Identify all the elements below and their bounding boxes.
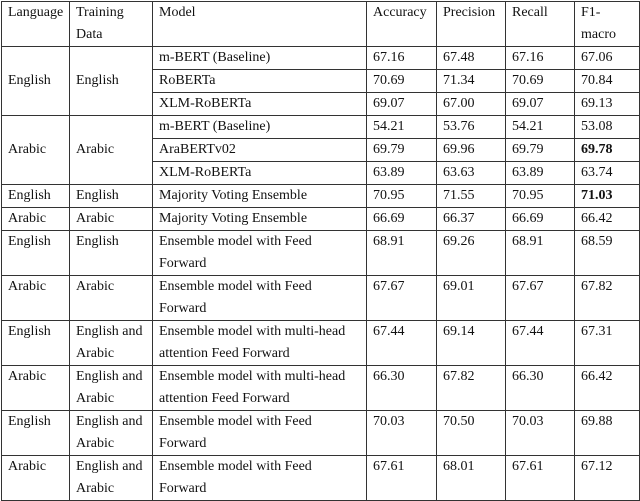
table-row xyxy=(2,321,640,366)
cell-accuracy: 66.30 xyxy=(367,366,437,411)
cell-language: English xyxy=(2,231,70,276)
cell-f1: 69.88 xyxy=(575,411,640,456)
cell-model: Ensemble model with multi-head attention Feed Forward xyxy=(153,321,367,366)
cell-model: Ensemble model with Feed Forward xyxy=(153,411,367,456)
cell-model: Ensemble model with Feed Forward xyxy=(153,231,367,276)
cell-precision: 67.00 xyxy=(437,93,506,116)
cell-accuracy: 67.44 xyxy=(367,321,437,366)
table-body xyxy=(2,47,640,501)
cell-language: Arabic xyxy=(2,116,70,185)
table-row xyxy=(2,366,640,411)
cell-recall: 66.69 xyxy=(506,208,575,231)
cell-language: English xyxy=(2,47,70,116)
cell-accuracy: 69.79 xyxy=(367,139,437,162)
cell-recall: 70.69 xyxy=(506,70,575,93)
cell-precision: 69.96 xyxy=(437,139,506,162)
cell-model: Ensemble model with Feed Forward xyxy=(153,456,367,501)
cell-recall: 70.95 xyxy=(506,185,575,208)
cell-f1: 67.12 xyxy=(575,456,640,501)
cell-f1: 69.13 xyxy=(575,93,640,116)
cell-training-data: English xyxy=(70,47,153,116)
cell-recall: 67.67 xyxy=(506,276,575,321)
cell-language: English xyxy=(2,411,70,456)
cell-recall: 63.89 xyxy=(506,162,575,185)
header-f1-macro: F1-macro xyxy=(575,2,640,47)
cell-accuracy: 69.07 xyxy=(367,93,437,116)
cell-model: Majority Voting Ensemble xyxy=(153,208,367,231)
cell-precision: 67.82 xyxy=(437,366,506,411)
cell-recall: 69.07 xyxy=(506,93,575,116)
cell-accuracy: 63.89 xyxy=(367,162,437,185)
cell-f1: 66.42 xyxy=(575,208,640,231)
table-row xyxy=(2,456,640,501)
cell-training-data: Arabic xyxy=(70,116,153,185)
header-model: Model xyxy=(153,2,367,47)
cell-f1: 66.42 xyxy=(575,366,640,411)
cell-precision: 71.55 xyxy=(437,185,506,208)
cell-training-data: English xyxy=(70,231,153,276)
table-row xyxy=(2,231,640,276)
cell-model: m-BERT (Baseline) xyxy=(153,116,367,139)
cell-f1: 67.06 xyxy=(575,47,640,70)
header-row xyxy=(2,2,640,47)
results-table xyxy=(1,1,640,501)
cell-training-data: English and Arabic xyxy=(70,411,153,456)
cell-precision: 69.26 xyxy=(437,231,506,276)
header-language: Language xyxy=(2,2,70,47)
header-recall: Recall xyxy=(506,2,575,47)
cell-training-data: Arabic xyxy=(70,276,153,321)
cell-recall: 68.91 xyxy=(506,231,575,276)
cell-f1: 63.74 xyxy=(575,162,640,185)
cell-language: English xyxy=(2,185,70,208)
cell-precision: 71.34 xyxy=(437,70,506,93)
cell-training-data: Arabic xyxy=(70,208,153,231)
cell-training-data: English and Arabic xyxy=(70,456,153,501)
cell-accuracy: 54.21 xyxy=(367,116,437,139)
cell-accuracy: 70.03 xyxy=(367,411,437,456)
header-training-data: Training Data xyxy=(70,2,153,47)
cell-recall: 69.79 xyxy=(506,139,575,162)
cell-precision: 67.48 xyxy=(437,47,506,70)
cell-precision: 68.01 xyxy=(437,456,506,501)
table-row xyxy=(2,411,640,456)
cell-f1: 67.82 xyxy=(575,276,640,321)
cell-f1-best: 71.03 xyxy=(575,185,640,208)
cell-accuracy: 67.61 xyxy=(367,456,437,501)
cell-accuracy: 70.69 xyxy=(367,70,437,93)
cell-model: AraBERTv02 xyxy=(153,139,367,162)
cell-recall: 67.44 xyxy=(506,321,575,366)
header-accuracy: Accuracy xyxy=(367,2,437,47)
cell-recall: 70.03 xyxy=(506,411,575,456)
cell-training-data: English xyxy=(70,185,153,208)
cell-precision: 69.01 xyxy=(437,276,506,321)
cell-model: Ensemble model with multi-head attention Feed Forward xyxy=(153,366,367,411)
table-row xyxy=(2,276,640,321)
cell-recall: 67.16 xyxy=(506,47,575,70)
table-row xyxy=(2,185,640,208)
cell-model: Ensemble model with Feed Forward xyxy=(153,276,367,321)
cell-model: XLM-RoBERTa xyxy=(153,93,367,116)
cell-accuracy: 67.16 xyxy=(367,47,437,70)
cell-f1-best: 69.78 xyxy=(575,139,640,162)
cell-language: Arabic xyxy=(2,456,70,501)
cell-precision: 69.14 xyxy=(437,321,506,366)
cell-language: English xyxy=(2,321,70,366)
cell-precision: 63.63 xyxy=(437,162,506,185)
cell-model: m-BERT (Baseline) xyxy=(153,47,367,70)
cell-f1: 67.31 xyxy=(575,321,640,366)
cell-f1: 68.59 xyxy=(575,231,640,276)
cell-recall: 67.61 xyxy=(506,456,575,501)
header-precision: Precision xyxy=(437,2,506,47)
cell-language: Arabic xyxy=(2,208,70,231)
cell-f1: 70.84 xyxy=(575,70,640,93)
cell-recall: 66.30 xyxy=(506,366,575,411)
cell-language: Arabic xyxy=(2,276,70,321)
cell-model: Majority Voting Ensemble xyxy=(153,185,367,208)
cell-training-data: English and Arabic xyxy=(70,366,153,411)
table-row xyxy=(2,208,640,231)
cell-accuracy: 68.91 xyxy=(367,231,437,276)
cell-training-data: English and Arabic xyxy=(70,321,153,366)
cell-language: Arabic xyxy=(2,366,70,411)
cell-accuracy: 67.67 xyxy=(367,276,437,321)
cell-precision: 53.76 xyxy=(437,116,506,139)
cell-precision: 70.50 xyxy=(437,411,506,456)
cell-model: XLM-RoBERTa xyxy=(153,162,367,185)
cell-f1: 53.08 xyxy=(575,116,640,139)
cell-model: RoBERTa xyxy=(153,70,367,93)
cell-accuracy: 66.69 xyxy=(367,208,437,231)
table-row xyxy=(2,47,640,70)
cell-precision: 66.37 xyxy=(437,208,506,231)
table-row xyxy=(2,116,640,139)
cell-accuracy: 70.95 xyxy=(367,185,437,208)
cell-recall: 54.21 xyxy=(506,116,575,139)
